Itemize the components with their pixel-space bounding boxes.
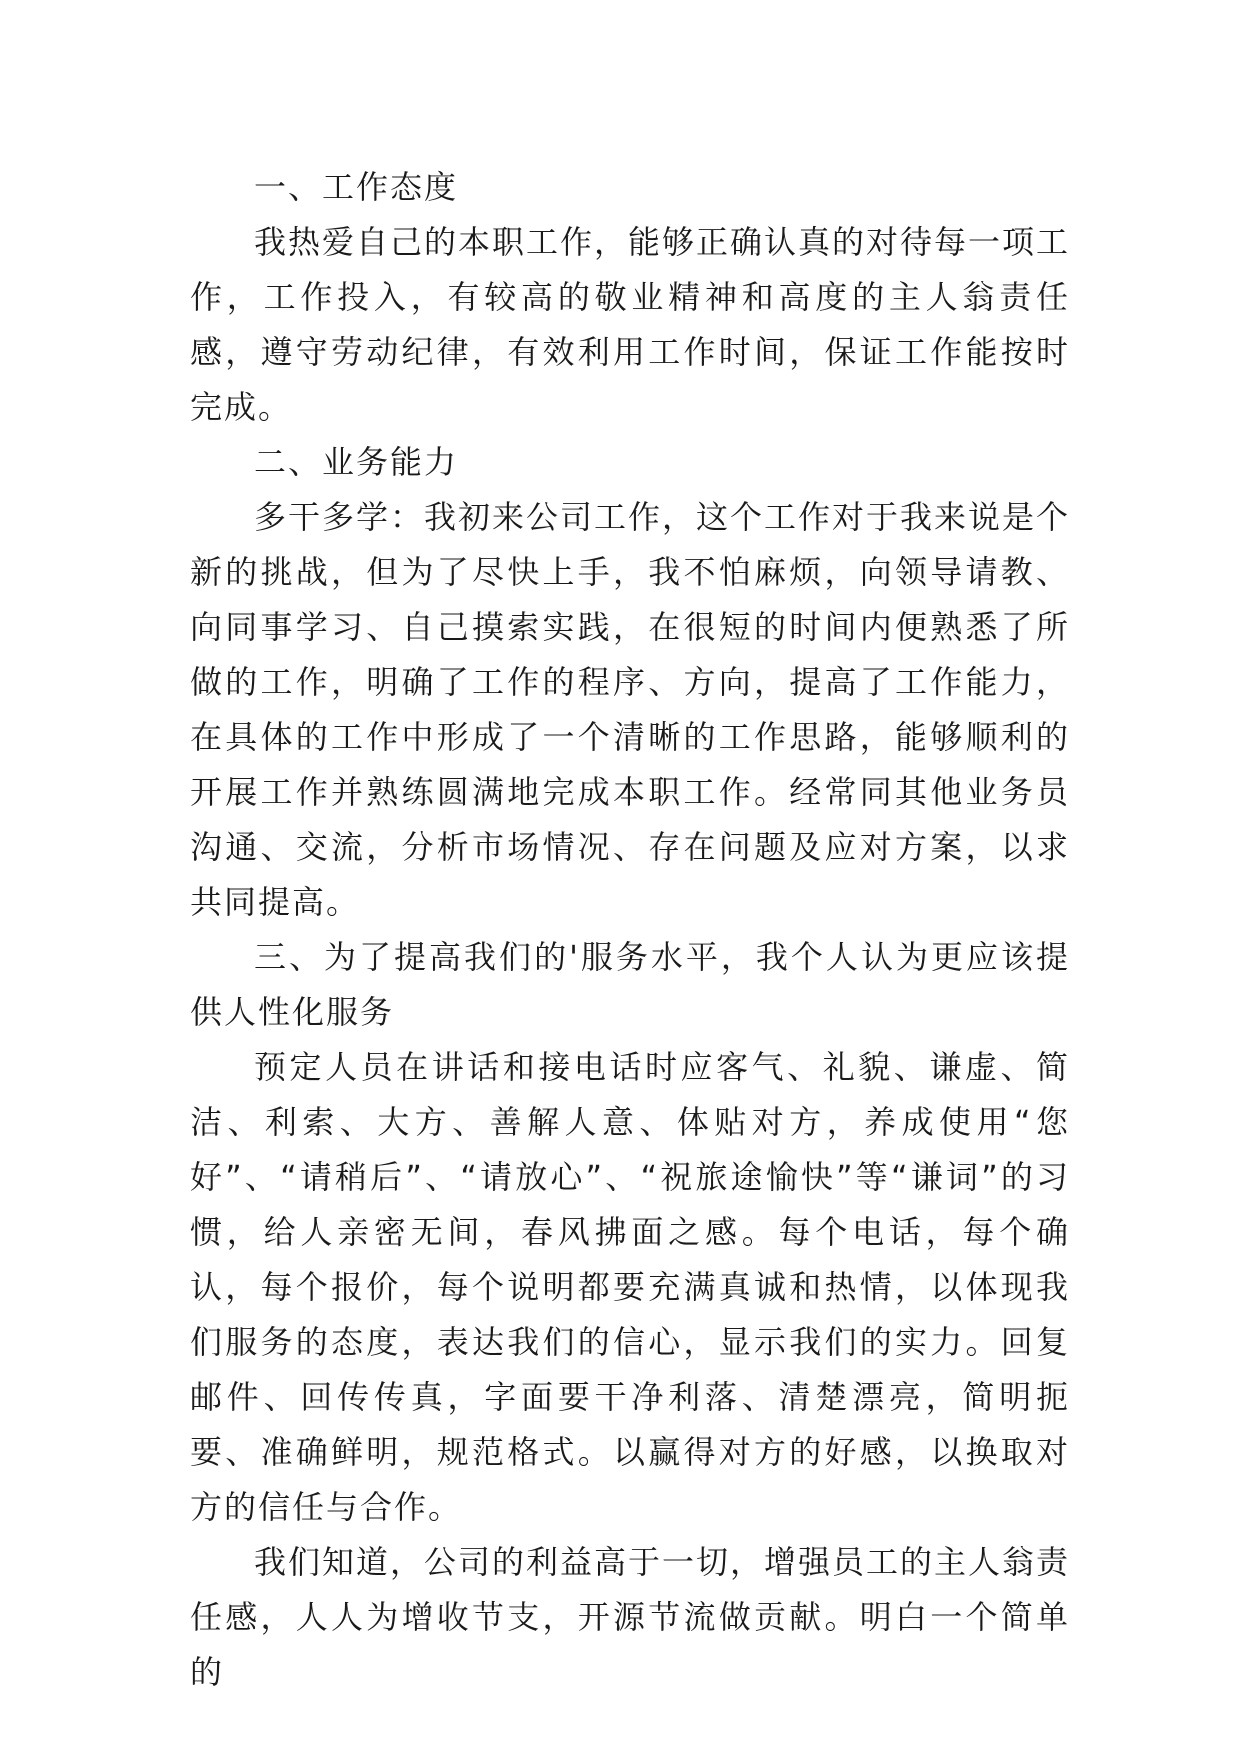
section-heading-service-level: 三、为了提高我们的'服务水平，我个人认为更应该提供人性化服务: [190, 938, 1070, 1031]
paragraph-business-ability: 多干多学：我初来公司工作，这个工作对于我来说是个新的挑战，但为了尽快上手，我不怕麻烦，向领导请教、向同事学习、自己摸索实践，在很短的时间内便熟悉了所做的工作，明确了工作的程序、方向，提高了工作能力，在具体的工作中形成了一个清晰的工作思路，能够顺利的开展工作并熟练圆满地完成本职工作。经常同其他业务员沟通、交流，分析市场情况、存在问题及应对方案，以求共同提高。: [190, 498, 1071, 921]
paragraph-company-interest: 我们知道，公司的利益高于一切，增强员工的主人翁责任感，人人为增收节支，开源节流做贡献。明白一个简单的: [190, 1543, 1071, 1691]
paragraph-work-attitude: 我热爱自己的本职工作，能够正确认真的对待每一项工作，工作投入，有较高的敬业精神和高度的主人翁责任感，遵守劳动纪律，有效利用工作时间，保证工作能按时完成。: [190, 223, 1071, 426]
paragraph-service-etiquette: 预定人员在讲话和接电话时应客气、礼貌、谦虚、简洁、利索、大方、善解人意、体贴对方，养成使用“您好”、“请稍后”、“请放心”、“祝旅途愉快”等“谦词”的习惯，给人亲密无间，春风拂面之感。每个电话，每个确认，每个报价，每个说明都要充满真诚和热情，以体现我们服务的态度，表达我们的信心，显示我们的实力。回复邮件、回传传真，字面要干净利落、清楚漂亮，简明扼要、准确鲜明，规范格式。以赢得对方的好感，以换取对方的信任与合作。: [190, 1048, 1070, 1526]
section-heading-business-ability: 二、业务能力: [254, 443, 459, 481]
document-body: [190, 160, 1070, 1700]
section-heading-work-attitude: 一、工作态度: [254, 168, 459, 206]
